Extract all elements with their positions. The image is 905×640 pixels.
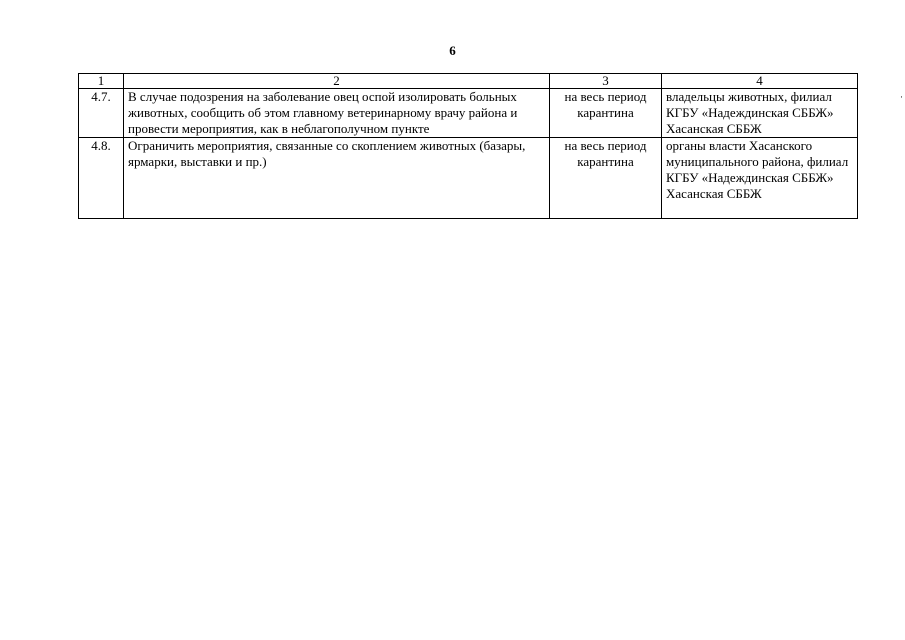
column-number-1: 1 — [79, 74, 124, 89]
measure-text: Ограничить мероприятия, связанные со скоплением животных (базары, ярмарки, выставки и пр.) — [124, 138, 550, 219]
table-row — [79, 89, 858, 138]
measures-table — [78, 73, 858, 219]
item-number: 4.7. — [79, 89, 124, 138]
column-numbers-row — [79, 74, 858, 89]
column-number-2: 2 — [124, 74, 550, 89]
responsible-text: владельцы животных, филиал КГБУ «Надеждинская СББЖ» Хасанская СББЖ — [662, 89, 858, 138]
column-number-4: 4 — [662, 74, 858, 89]
deadline-text: на весь период карантина — [550, 89, 662, 138]
responsible-text: органы власти Хасанского муниципального района, филиал КГБУ «Надеждинская СББЖ» Хасанская СББЖ — [662, 138, 858, 219]
measure-text: В случае подозрения на заболевание овец оспой изолировать больных животных, сообщить об этом главному ветеринарному врачу района и провести мероприятия, как в неблагополучном пункте — [124, 89, 550, 138]
item-number: 4.8. — [79, 138, 124, 219]
column-number-3: 3 — [550, 74, 662, 89]
deadline-text: на весь период карантина — [550, 138, 662, 219]
table-row — [79, 138, 858, 219]
page-number: 6 — [449, 43, 456, 58]
edge-mark: · — [900, 92, 903, 102]
